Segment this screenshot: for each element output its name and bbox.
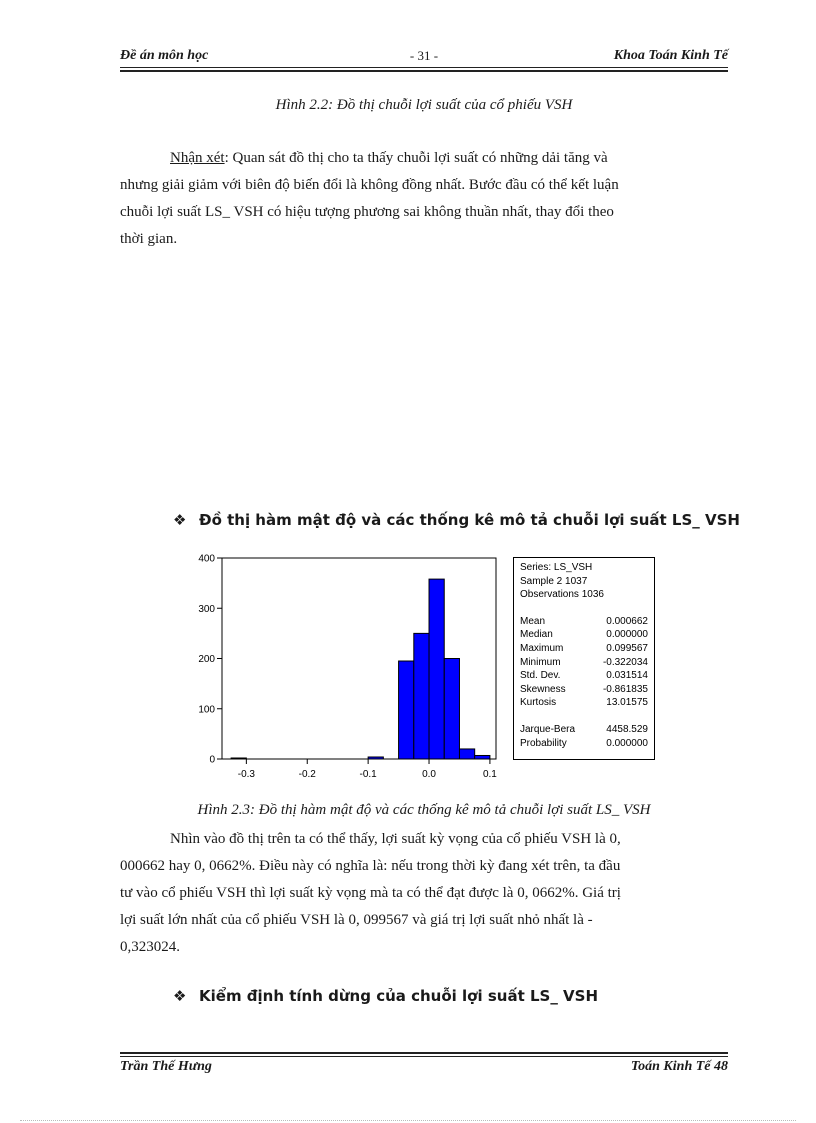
header-left: Đề án môn học <box>120 48 209 63</box>
stats-row <box>520 628 648 642</box>
bullet-text: Kiểm định tính dừng của chuỗi lợi suất LS_ VSH <box>199 987 599 1005</box>
footer-rule-thin <box>120 1056 728 1057</box>
stats-value: -0.322034 <box>602 656 648 668</box>
paragraph-line: lợi suất lớn nhất của cổ phiếu VSH là 0, 099567 và giá trị lợi suất nhỏ nhất là - <box>120 912 593 928</box>
paragraph-remark <box>120 145 728 253</box>
stats-row <box>520 656 648 670</box>
stats-label: Minimum <box>520 656 561 668</box>
stats-row <box>520 642 648 656</box>
stats-value: 4458.529 <box>606 723 648 735</box>
footer-author: Trần Thế Hưng <box>120 1059 212 1074</box>
y-tick-label: 200 <box>198 654 215 665</box>
paragraph-line: nhưng giải giảm với biên độ biến đổi là không đồng nhất. Bước đầu có thể kết luận <box>120 177 619 193</box>
header-rule-thick <box>120 70 728 72</box>
x-tick-label: -0.1 <box>359 769 377 780</box>
stats-row <box>520 683 648 697</box>
y-tick-label: 100 <box>198 704 215 716</box>
histogram-chart <box>180 548 505 783</box>
stats-value: -0.861835 <box>602 683 648 695</box>
paragraph-line: Nhìn vào đồ thị trên ta có thể thấy, lợi suất kỳ vọng của cổ phiếu VSH là 0, <box>170 831 621 847</box>
diamond-bullet-icon: ❖ <box>173 987 187 1005</box>
stats-label: Probability <box>520 737 567 749</box>
header-right: Khoa Toán Kinh Tế <box>613 48 728 63</box>
page-footer <box>120 1059 728 1079</box>
paragraph-line: chuỗi lợi suất LS_ VSH có hiệu tượng phương sai không thuần nhất, thay đổi theo <box>120 204 614 220</box>
x-tick-label: 0.1 <box>482 769 497 780</box>
stats-label: Jarque-Bera <box>520 723 576 735</box>
histogram-bar <box>368 757 383 759</box>
page-header <box>120 48 728 68</box>
histogram-bar <box>399 661 414 759</box>
histogram-bar <box>444 659 459 760</box>
stats-value: 0.000000 <box>606 629 648 641</box>
y-tick-label: 300 <box>198 603 215 615</box>
histogram-bar <box>459 749 474 759</box>
histogram-bar <box>414 633 429 759</box>
paragraph-line: 0,323024. <box>120 939 180 955</box>
stats-label: Kurtosis <box>520 697 557 709</box>
histogram-bar <box>475 755 490 759</box>
stats-value: 0.099567 <box>606 642 648 654</box>
paragraph-line: thời gian. <box>120 231 178 247</box>
y-tick-label: 0 <box>209 754 215 766</box>
x-tick-label: -0.2 <box>298 769 316 780</box>
paragraph-interpretation <box>120 826 728 961</box>
stats-value: 0.000662 <box>606 615 648 627</box>
stats-row <box>520 615 648 629</box>
diamond-bullet-icon: ❖ <box>173 511 187 529</box>
stats-row <box>520 737 648 751</box>
bullet-text: Đồ thị hàm mật độ và các thống kê mô tả chuỗi lợi suất LS_ VSH <box>199 511 740 529</box>
x-tick-label: -0.3 <box>237 769 255 780</box>
paragraph-line: 000662 hay 0, 0662%. Điều này có nghĩa là: nếu trong thời kỳ đang xét trên, ta đầu <box>120 858 621 874</box>
figure-caption-2-2: Hình 2.2: Đồ thị chuỗi lợi suất của cổ phiếu VSH <box>275 97 573 113</box>
stats-row <box>520 669 648 683</box>
stats-value: 13.01575 <box>606 697 648 709</box>
section-bullet-density <box>173 511 740 529</box>
stats-observations: Observations 1036 <box>520 589 604 601</box>
remark-label: Nhận xét <box>170 150 225 166</box>
footer-class: Toán Kinh Tế 48 <box>630 1059 728 1074</box>
y-tick-label: 400 <box>198 553 215 565</box>
stats-label: Median <box>520 629 553 641</box>
stats-label: Std. Dev. <box>520 670 561 682</box>
histogram-bar <box>231 758 246 759</box>
stats-row <box>520 723 648 737</box>
figure-caption-2-3: Hình 2.3: Đồ thị hàm mật độ và các thống kê mô tả chuỗi lợi suất LS_ VSH <box>197 802 651 818</box>
x-tick-label: 0.0 <box>422 769 436 780</box>
stats-series: Series: LS_VSH <box>520 562 593 573</box>
stats-value: 0.000000 <box>606 737 648 749</box>
page-number: - 31 - <box>409 48 439 63</box>
stats-label: Maximum <box>520 642 564 654</box>
stats-label: Mean <box>520 615 546 627</box>
paragraph-line: tư vào cổ phiếu VSH thì lợi suất kỳ vọng mà ta có thể đạt được là 0, 0662%. Giá trị <box>120 885 621 901</box>
stats-label: Skewness <box>520 683 566 695</box>
histogram-bar <box>429 579 444 759</box>
footer-rule-thick <box>120 1052 728 1054</box>
page-edge-divider <box>20 1120 796 1121</box>
header-rule-thin <box>120 67 728 68</box>
stats-value: 0.031514 <box>606 670 648 682</box>
descriptive-stats-box <box>513 557 655 760</box>
paragraph-line: Nhận xét: Quan sát đồ thị cho ta thấy chuỗi lợi suất có những dải tăng và <box>170 150 608 166</box>
section-bullet-stationarity <box>173 987 598 1005</box>
stats-sample: Sample 2 1037 <box>520 575 588 587</box>
stats-row <box>520 696 648 710</box>
